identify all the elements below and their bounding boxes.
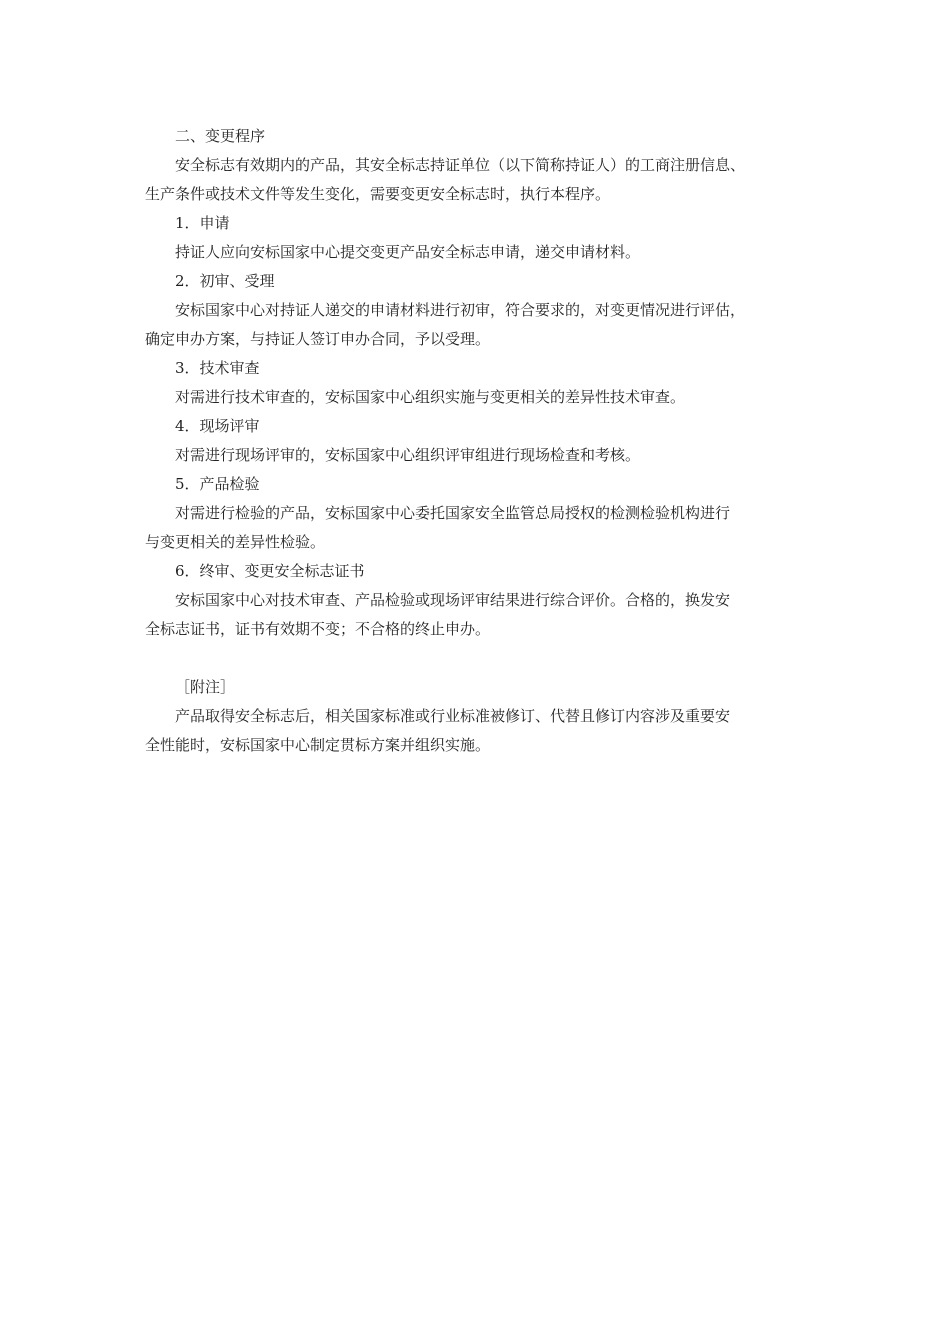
step-text-technical-review: 对需进行技术审查的，安标国家中心组织实施与变更相关的差异性技术审查。	[175, 388, 686, 406]
step-heading-apply: 1．申请	[175, 214, 230, 232]
step-text-product-inspection-1: 对需进行检验的产品，安标国家中心委托国家安全监管总局授权的检测检验机构进行	[175, 504, 731, 522]
intro-line-2: 生产条件或技术文件等发生变化，需要变更安全标志时，执行本程序。	[145, 185, 611, 203]
step-text-apply: 持证人应向安标国家中心提交变更产品安全标志申请，递交申请材料。	[175, 243, 641, 261]
step-text-preliminary-review-2: 确定申办方案，与持证人签订申办合同，予以受理。	[145, 330, 491, 348]
step-heading-final-review: 6．终审、变更安全标志证书	[175, 562, 365, 580]
section-title: 二、变更程序	[175, 127, 266, 145]
step-text-final-review-2: 全标志证书，证书有效期不变；不合格的终止申办。	[145, 620, 491, 638]
note-line-2: 全性能时，安标国家中心制定贯标方案并组织实施。	[145, 736, 491, 754]
step-heading-preliminary-review: 2．初审、受理	[175, 272, 275, 290]
step-text-preliminary-review-1: 安标国家中心对持证人递交的申请材料进行初审，符合要求的，对变更情况进行评估，	[175, 301, 746, 319]
paragraph-spacer	[145, 644, 831, 673]
step-heading-product-inspection: 5．产品检验	[175, 475, 260, 493]
step-text-onsite-review: 对需进行现场评审的，安标国家中心组织评审组进行现场检查和考核。	[175, 446, 641, 464]
document-body	[145, 122, 831, 760]
note-line-1: 产品取得安全标志后，相关国家标准或行业标准被修订、代替且修订内容涉及重要安	[175, 707, 731, 725]
note-heading: ［附注］	[175, 678, 236, 696]
step-text-product-inspection-2: 与变更相关的差异性检验。	[145, 533, 326, 551]
step-heading-technical-review: 3．技术审查	[175, 359, 260, 377]
step-heading-onsite-review: 4．现场评审	[175, 417, 260, 435]
intro-line-1: 安全标志有效期内的产品，其安全标志持证单位（以下简称持证人）的工商注册信息、	[175, 156, 746, 174]
step-text-final-review-1: 安标国家中心对技术审查、产品检验或现场评审结果进行综合评价。合格的，换发安	[175, 591, 731, 609]
